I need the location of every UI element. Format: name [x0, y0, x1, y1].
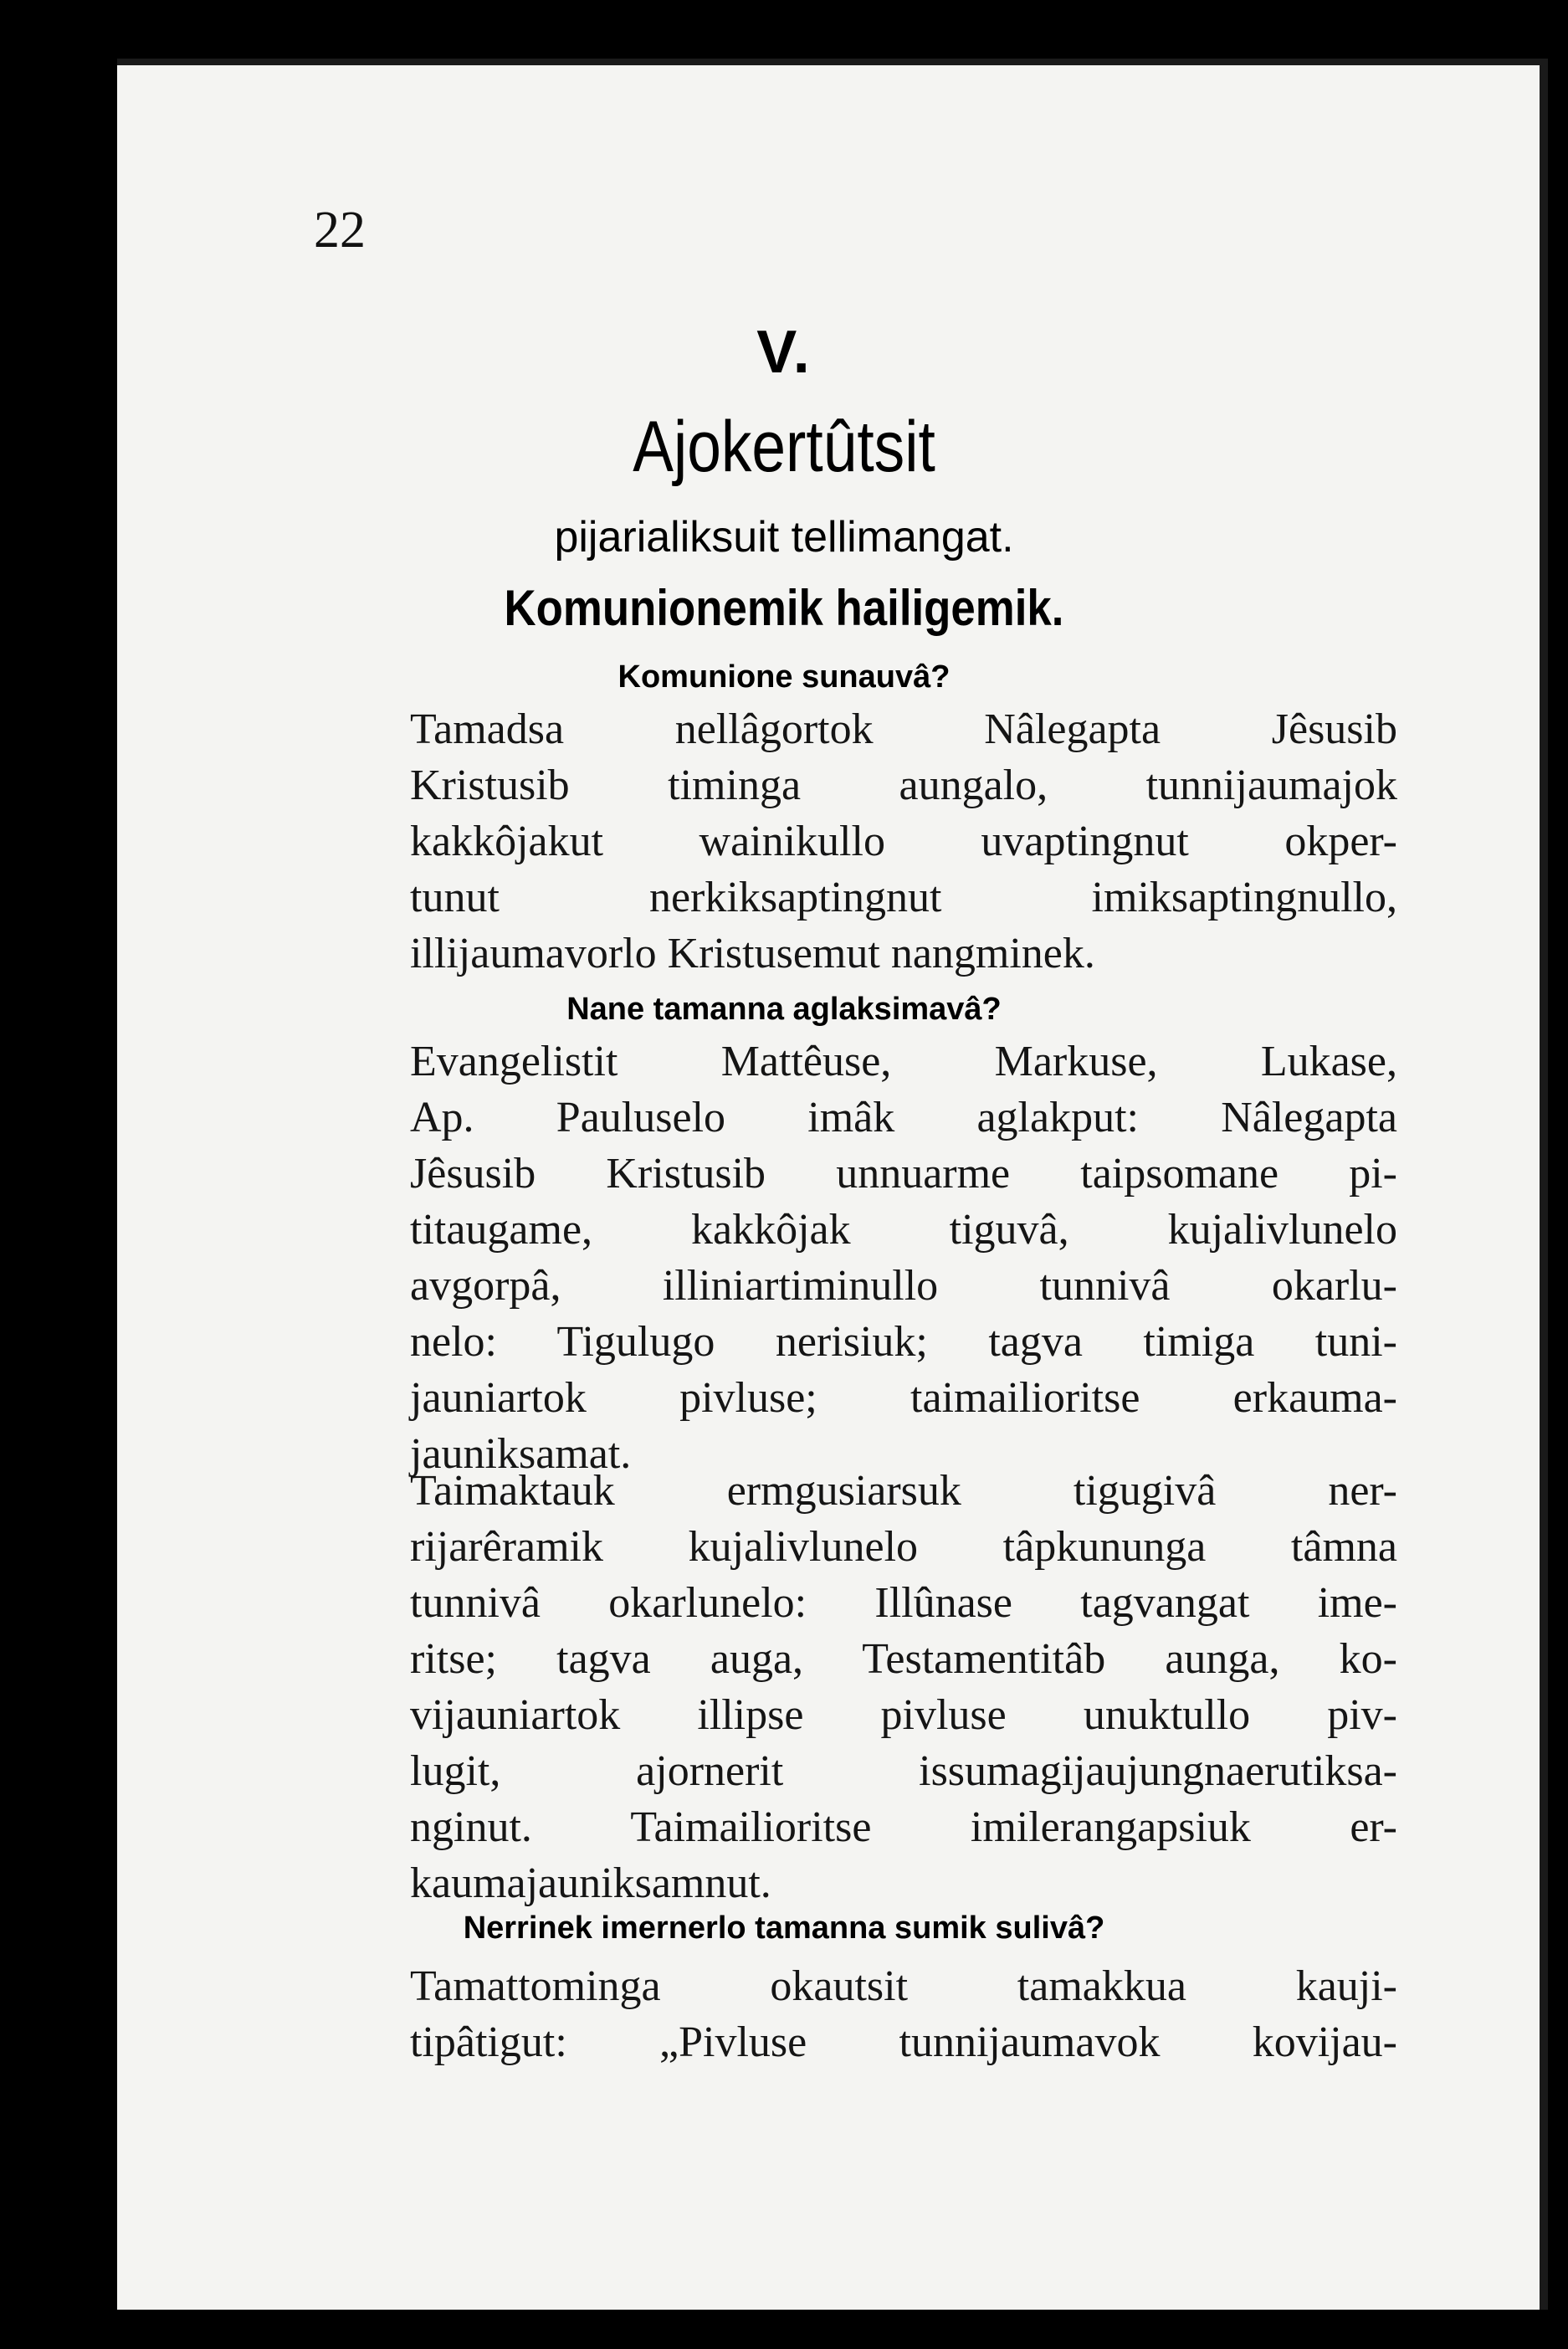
paragraph-line: ritse; tagva auga, Testamentitâb aunga, ko- [410, 1635, 1397, 1683]
paragraph-line: avgorpâ, illiniartiminullo tunnivâ okarlu- [410, 1262, 1397, 1310]
paragraph-line: kakkôjakut wainikullo uvaptingnut okper- [410, 818, 1397, 865]
paragraph-2 [410, 1033, 1397, 1482]
paragraph-line: Tamadsa nellâgortok Nâlegapta Jêsusib [410, 705, 1397, 753]
paragraph-line: titaugame, kakkôjak tiguvâ, kujalivlunelo [410, 1206, 1397, 1254]
chapter-title: Ajokertûtsit [633, 407, 935, 487]
paragraph-line: nelo: Tigulugo nerisiuk; tagva timiga tuni- [410, 1318, 1397, 1366]
paragraph-line: Tamattominga okautsit tamakkua kauji- [410, 1962, 1397, 2010]
paragraph-line: lugit, ajornerit issumagijaujungnaerutiksa- [410, 1747, 1397, 1795]
paragraph-line: vijauniartok illipse pivluse unuktullo piv- [410, 1691, 1397, 1739]
paragraph-line: Evangelistit Mattêuse, Markuse, Lukase, [410, 1038, 1397, 1085]
paragraph-line: rijarêramik kujalivlunelo tâpkununga tâmna [410, 1523, 1397, 1571]
paragraph-line: illijaumavorlo Kristusemut nangminek. [410, 930, 1095, 977]
page-number: 22 [314, 202, 366, 259]
paragraph-line: kaumajauniksamnut. [410, 1859, 771, 1907]
question-3: Nerrinek imernerlo tamanna sumik sulivâ? [463, 1910, 1105, 1946]
paragraph-line: Taimaktauk ermgusiarsuk tigugivâ ner- [410, 1467, 1397, 1515]
paragraph-line: jauniksamat. [410, 1430, 632, 1478]
paragraph-line: tipâtigut: „Pivluse tunnijaumavok kovijau- [410, 2018, 1397, 2066]
chapter-subtitle: pijarialiksuit tellimangat. [554, 513, 1014, 562]
paragraph-3 [410, 1463, 1397, 1911]
paragraph-line: jauniartok pivluse; taimailioritse erkauma- [410, 1374, 1397, 1422]
paragraph-line: tunnivâ okarlunelo: Illûnase tagvangat ime- [410, 1579, 1397, 1627]
paragraph-line: Ap. Pauluselo imâk aglakput: Nâlegapta [410, 1094, 1397, 1141]
chapter-numeral: V. [756, 319, 812, 386]
question-2: Nane tamanna aglaksimavâ? [566, 992, 1002, 1027]
question-1: Komunione sunauvâ? [617, 659, 951, 695]
paragraph-line: Jêsusib Kristusib unnuarme taipsomane pi- [410, 1150, 1397, 1198]
paragraph-line: Kristusib timinga aungalo, tunnijaumajok [410, 762, 1397, 809]
paragraph-1 [410, 701, 1397, 982]
section-heading: Komunionemik hailigemik. [504, 580, 1064, 636]
paragraph-4 [410, 1958, 1397, 2070]
paragraph-line: tunut nerkiksaptingnut imiksaptingnullo, [410, 874, 1397, 921]
paragraph-line: nginut. Taimailioritse imilerangapsiuk er- [410, 1803, 1397, 1851]
